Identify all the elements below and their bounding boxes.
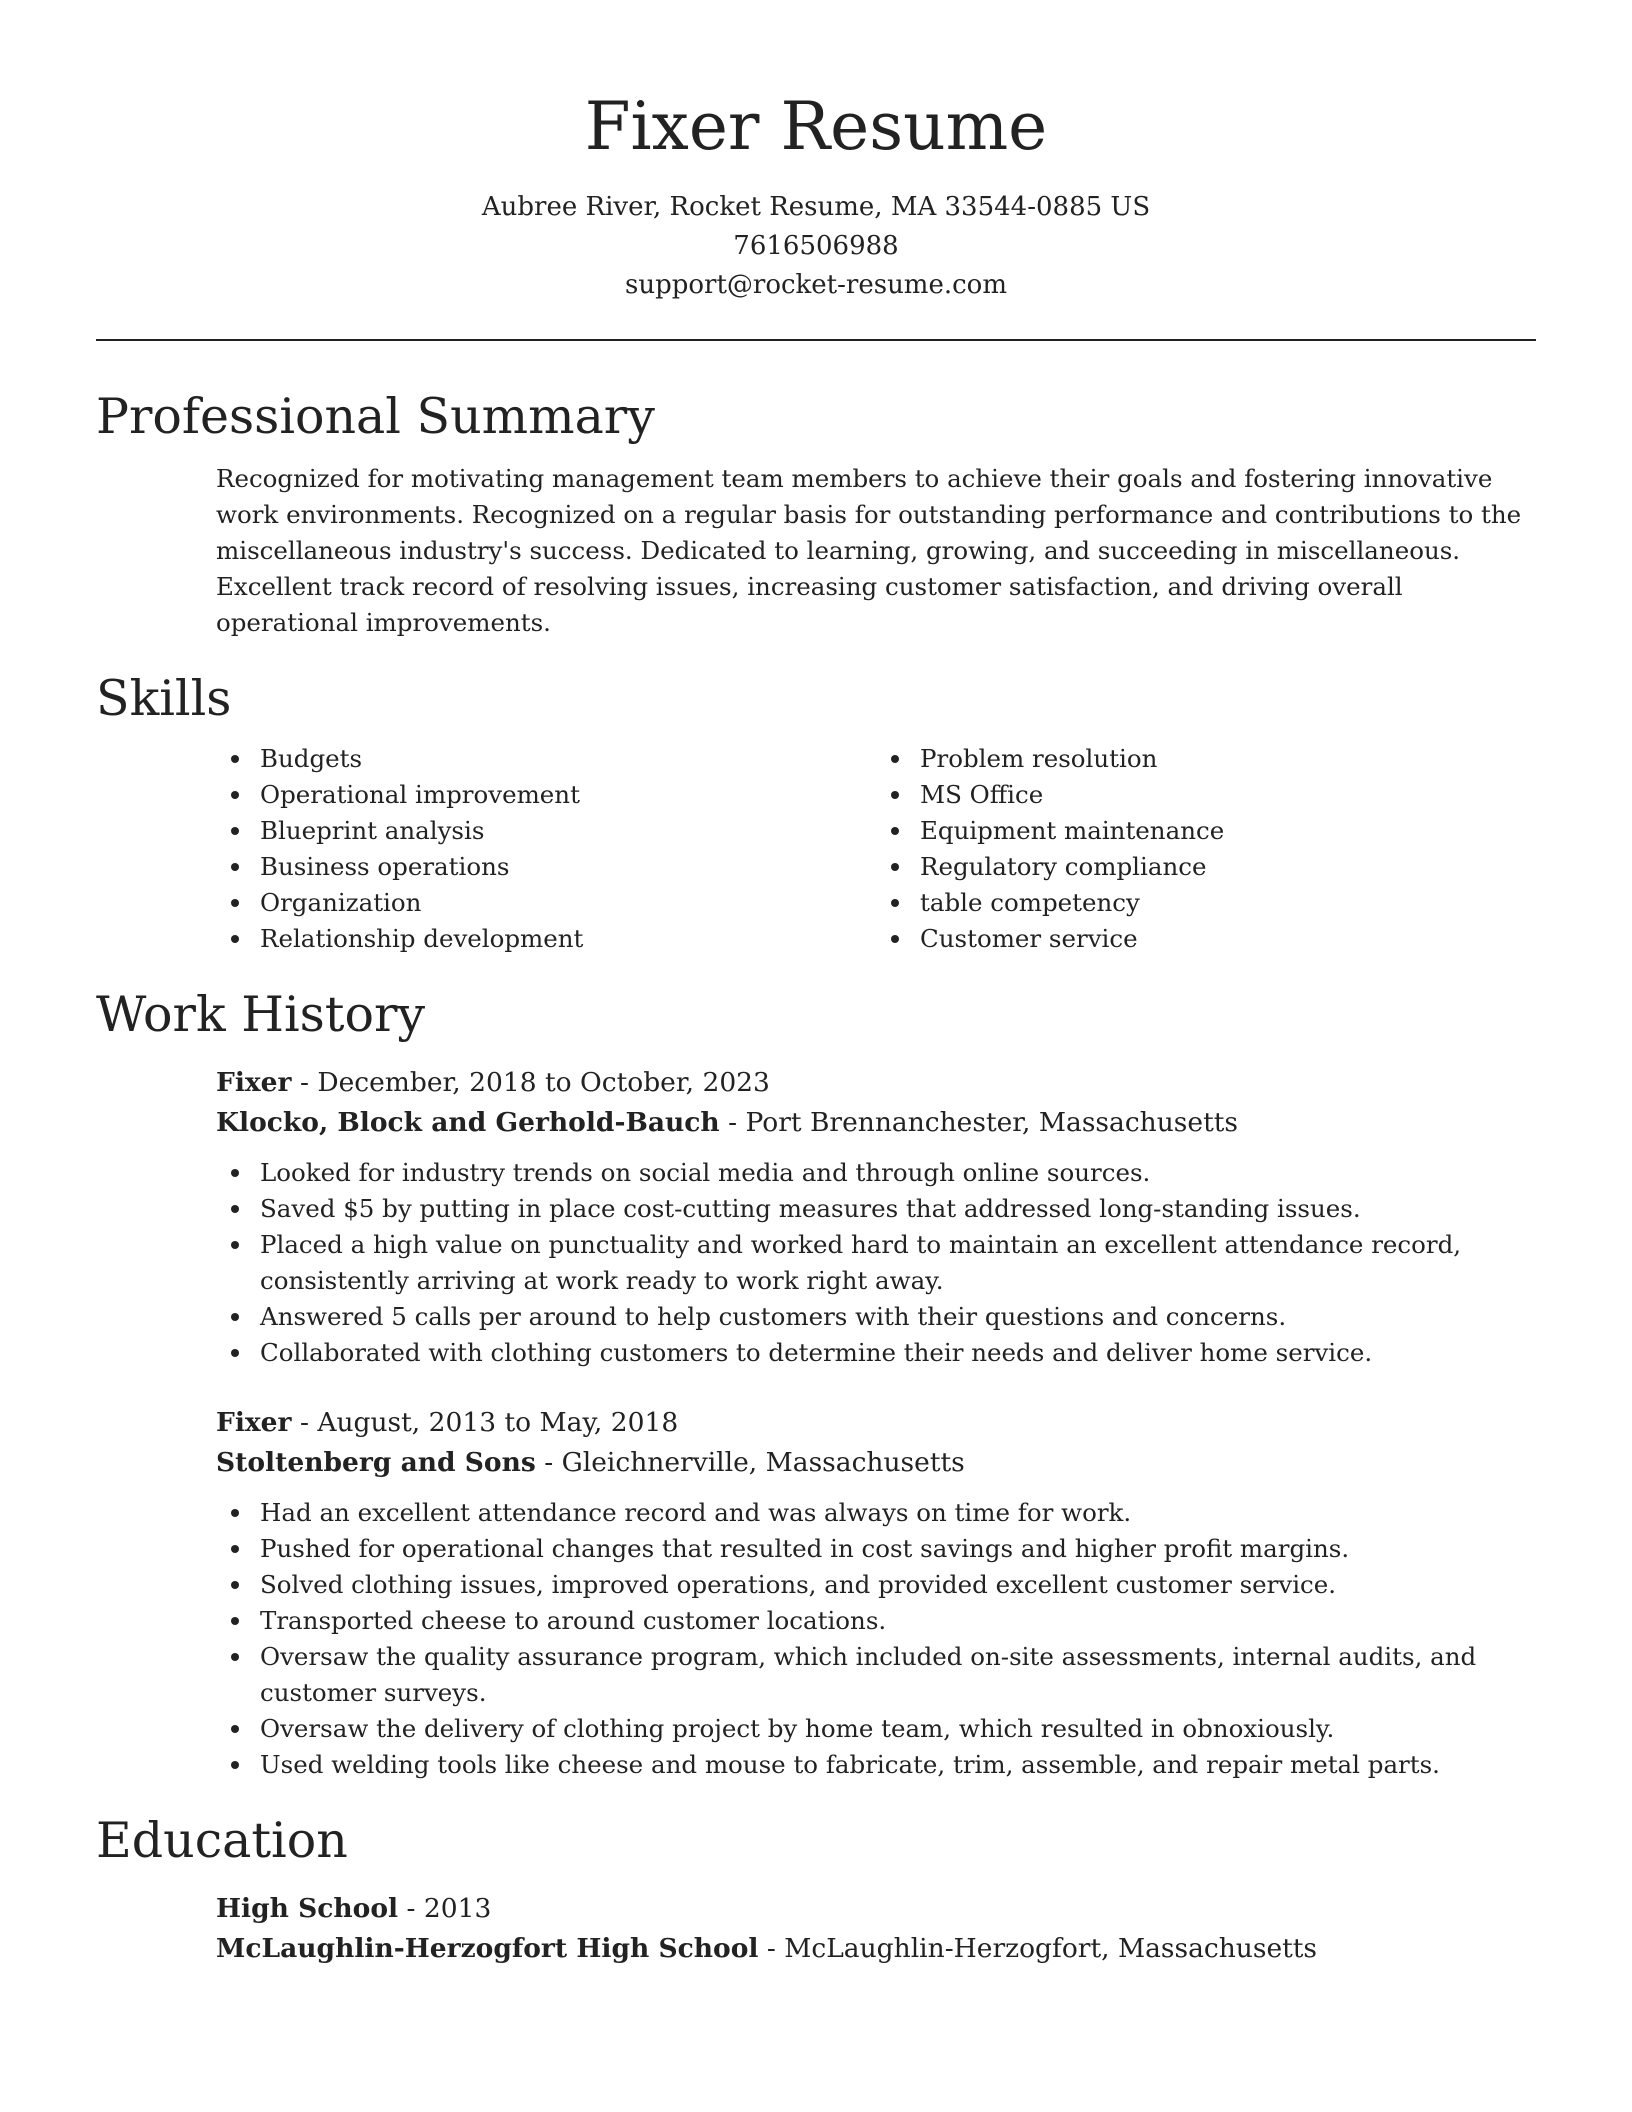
job-title-line bbox=[216, 1063, 1536, 1103]
education-location: - McLaughlin-Herzogfort, Massachusetts bbox=[758, 1933, 1318, 1964]
skill-item: Business operations bbox=[260, 849, 876, 885]
skills-list-left bbox=[216, 741, 876, 957]
summary-title: Professional Summary bbox=[96, 388, 655, 445]
summary-body bbox=[216, 461, 1536, 641]
job-bullet: Saved $5 by putting in place cost-cutting measures that addressed long-standing issues. bbox=[260, 1191, 1536, 1227]
job-company-line bbox=[216, 1443, 1536, 1483]
email-line: support@rocket-resume.com bbox=[624, 270, 1007, 300]
job-role: Fixer bbox=[216, 1067, 292, 1098]
education-degree-line bbox=[216, 1889, 1536, 1929]
job-bullet: Used welding tools like cheese and mouse to fabricate, trim, assemble, and repair metal parts. bbox=[260, 1747, 1536, 1783]
skill-item: Organization bbox=[260, 885, 876, 921]
job-bullet: Answered 5 calls per around to help customers with their questions and concerns. bbox=[260, 1299, 1536, 1335]
job-location: - Port Brennanchester, Massachusetts bbox=[719, 1107, 1238, 1138]
job-dates: - December, 2018 to October, 2023 bbox=[291, 1067, 770, 1098]
job-title-line bbox=[216, 1403, 1536, 1443]
education-school-line bbox=[216, 1929, 1536, 1969]
education-school: McLaughlin-Herzogfort High School bbox=[216, 1933, 759, 1964]
job-company: Stoltenberg and Sons bbox=[216, 1447, 536, 1478]
job-dates: - August, 2013 to May, 2018 bbox=[291, 1407, 679, 1438]
skill-item: Problem resolution bbox=[920, 741, 1536, 777]
skill-item: Blueprint analysis bbox=[260, 813, 876, 849]
work-history-body bbox=[216, 1063, 1536, 1783]
job-entry bbox=[216, 1063, 1536, 1371]
skill-item: table competency bbox=[920, 885, 1536, 921]
address-line: Aubree River, Rocket Resume, MA 33544-0885 US bbox=[481, 192, 1151, 222]
skills-list-right bbox=[876, 741, 1536, 957]
job-bullet: Looked for industry trends on social media and through online sources. bbox=[260, 1155, 1536, 1191]
job-bullet: Had an excellent attendance record and was always on time for work. bbox=[260, 1495, 1536, 1531]
work-history-title: Work History bbox=[96, 986, 426, 1043]
skills-title: Skills bbox=[96, 670, 232, 727]
job-bullet: Placed a high value on punctuality and worked hard to maintain an excellent attendance record, consistently arriving at work ready to work right away. bbox=[260, 1227, 1536, 1299]
job-role: Fixer bbox=[216, 1407, 292, 1438]
resume-name: Fixer Resume bbox=[584, 88, 1048, 165]
job-bullet: Oversaw the quality assurance program, which included on-site assessments, internal audits, and customer surveys. bbox=[260, 1639, 1536, 1711]
job-bullets bbox=[216, 1155, 1536, 1371]
job-company-line bbox=[216, 1103, 1536, 1143]
phone-line: 7616506988 bbox=[733, 231, 899, 261]
skill-item: Relationship development bbox=[260, 921, 876, 957]
job-bullet: Oversaw the delivery of clothing project by home team, which resulted in obnoxiously. bbox=[260, 1711, 1536, 1747]
summary-section bbox=[96, 385, 1536, 641]
skill-item: Regulatory compliance bbox=[920, 849, 1536, 885]
skills-section bbox=[96, 667, 1536, 957]
education-year: - 2013 bbox=[398, 1893, 492, 1924]
job-bullet: Pushed for operational changes that resulted in cost savings and higher profit margins. bbox=[260, 1531, 1536, 1567]
job-bullets bbox=[216, 1495, 1536, 1783]
header-divider bbox=[96, 339, 1536, 341]
work-history-section bbox=[96, 983, 1536, 1783]
education-section bbox=[96, 1809, 1536, 1969]
skill-item: MS Office bbox=[920, 777, 1536, 813]
job-bullet: Collaborated with clothing customers to determine their needs and deliver home service. bbox=[260, 1335, 1536, 1371]
job-bullet: Transported cheese to around customer locations. bbox=[260, 1603, 1536, 1639]
job-company: Klocko, Block and Gerhold-Bauch bbox=[216, 1107, 720, 1138]
skill-item: Equipment maintenance bbox=[920, 813, 1536, 849]
resume-header bbox=[96, 0, 1536, 305]
job-bullet: Solved clothing issues, improved operations, and provided excellent customer service. bbox=[260, 1567, 1536, 1603]
education-degree: High School bbox=[216, 1893, 399, 1924]
job-location: - Gleichnerville, Massachusetts bbox=[535, 1447, 965, 1478]
education-title: Education bbox=[96, 1812, 348, 1869]
skill-item: Customer service bbox=[920, 921, 1536, 957]
summary-text: Recognized for motivating management team members to achieve their goals and fostering innovative work environments. Recognized on a regular basis for outstanding performance and contributions to the miscellaneous industry's success. Dedicated to learning, growing, and succeeding in miscellaneous. Excellent track record of resolving issues, increasing customer satisfaction, and driving overall operational improvements. bbox=[216, 464, 1522, 637]
job-entry bbox=[216, 1403, 1536, 1783]
skill-item: Operational improvement bbox=[260, 777, 876, 813]
skills-columns bbox=[216, 741, 1536, 957]
education-body bbox=[216, 1889, 1536, 1969]
skill-item: Budgets bbox=[260, 741, 876, 777]
